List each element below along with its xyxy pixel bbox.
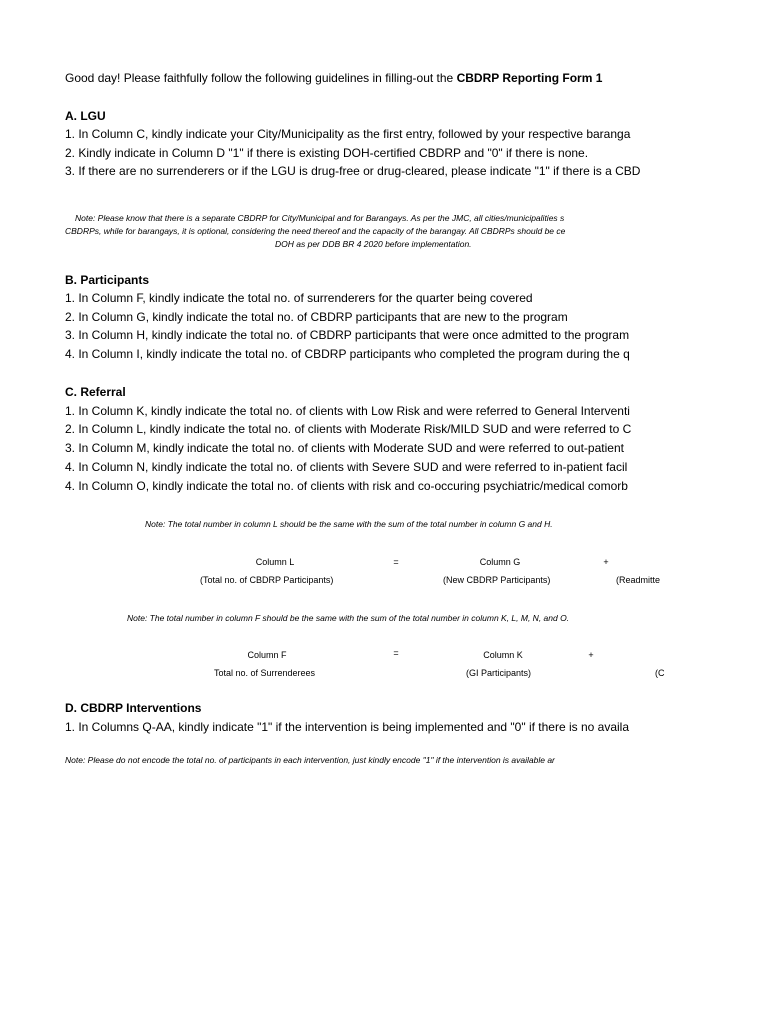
lgu-note-line-1: Note: Please know that there is a separate CBDRP for City/Municipal and for Barangays. As per the JMC, all cities/municipalities s — [75, 213, 565, 223]
form-name: CBDRP Reporting Form 1 — [456, 71, 603, 85]
eq2-operator-plus: + — [588, 650, 594, 660]
participants-item-1: 1. In Column F, kindly indicate the total no. of surrenderers for the quarter being covered — [65, 291, 533, 305]
intro-text: Good day! Please faithfully follow the following guidelines in filling-out the — [65, 71, 457, 85]
eq2-description-c: (C — [655, 668, 665, 678]
eq1-description-a: (Total no. of CBDRP Participants) — [200, 575, 334, 585]
lgu-item-3: 3. If there are no surrenderers or if the LGU is drug-free or drug-cleared, please indicate "1" if there is a CBD — [65, 164, 641, 178]
referral-item-5: 4. In Column O, kindly indicate the total no. of clients with risk and co-occuring psychiatric/medical comorb — [65, 479, 628, 493]
lgu-item-2: 2. Kindly indicate in Column D "1" if there is existing DOH-certified CBDRP and "0" if there is none. — [65, 146, 589, 160]
section-heading-participants: B. Participants — [65, 273, 150, 287]
referral-item-3: 3. In Column M, kindly indicate the total no. of clients with Moderate SUD and were referred to out-patient — [65, 441, 624, 455]
referral-note-1: Note: The total number in column L should be the same with the sum of the total number in column G and H. — [145, 519, 553, 529]
eq1-description-c: (Readmitte — [616, 575, 661, 585]
lgu-item-1: 1. In Column C, kindly indicate your City/Municipality as the first entry, followed by your respective baranga — [65, 127, 631, 141]
referral-item-4: 4. In Column N, kindly indicate the total no. of clients with Severe SUD and were referred to in-patient facil — [65, 460, 628, 474]
eq1-operator-plus: + — [603, 557, 609, 567]
interventions-item-1: 1. In Columns Q-AA, kindly indicate "1" if the intervention is being implemented and "0" if there is no availa — [65, 720, 629, 734]
participants-item-4: 4. In Column I, kindly indicate the total no. of CBDRP participants who completed the program during the q — [65, 347, 630, 361]
eq2-description-a: Total no. of Surrenderees — [214, 668, 316, 678]
referral-note-2: Note: The total number in column F should be the same with the sum of the total number in column K, L, M, N, and O. — [127, 613, 570, 623]
lgu-note-line-2: CBDRPs, while for barangays, it is optional, considering the need thereof and the capacity of the barangay. All CBDRPs should be ce — [65, 226, 566, 236]
eq2-column-b: Column K — [483, 650, 523, 660]
eq1-operator-equals: = — [393, 557, 399, 567]
referral-item-1: 1. In Column K, kindly indicate the total no. of clients with Low Risk and were referred to General Interventi — [65, 404, 630, 418]
section-heading-referral: C. Referral — [65, 385, 126, 399]
participants-item-3: 3. In Column H, kindly indicate the total no. of CBDRP participants that were once admitted to the program — [65, 328, 630, 342]
section-heading-interventions: D. CBDRP Interventions — [65, 701, 202, 715]
eq2-description-b: (GI Participants) — [466, 668, 532, 678]
participants-item-2: 2. In Column G, kindly indicate the total no. of CBDRP participants that are new to the program — [65, 310, 568, 324]
lgu-note-line-3: DOH as per DDB BR 4 2020 before implementation. — [275, 239, 472, 249]
interventions-note: Note: Please do not encode the total no. of participants in each intervention, just kindly encode "1" if the intervention is available ar — [65, 755, 555, 765]
eq2-operator-equals: = — [393, 648, 399, 658]
eq1-column-a: Column L — [255, 557, 295, 567]
eq2-column-a: Column F — [247, 650, 287, 660]
section-heading-lgu: A. LGU — [65, 109, 106, 123]
referral-item-2: 2. In Column L, kindly indicate the total no. of clients with Moderate Risk/MILD SUD and were referred to C — [65, 422, 632, 436]
eq1-column-b: Column G — [479, 557, 521, 567]
eq1-description-b: (New CBDRP Participants) — [443, 575, 551, 585]
intro-line — [65, 71, 602, 86]
